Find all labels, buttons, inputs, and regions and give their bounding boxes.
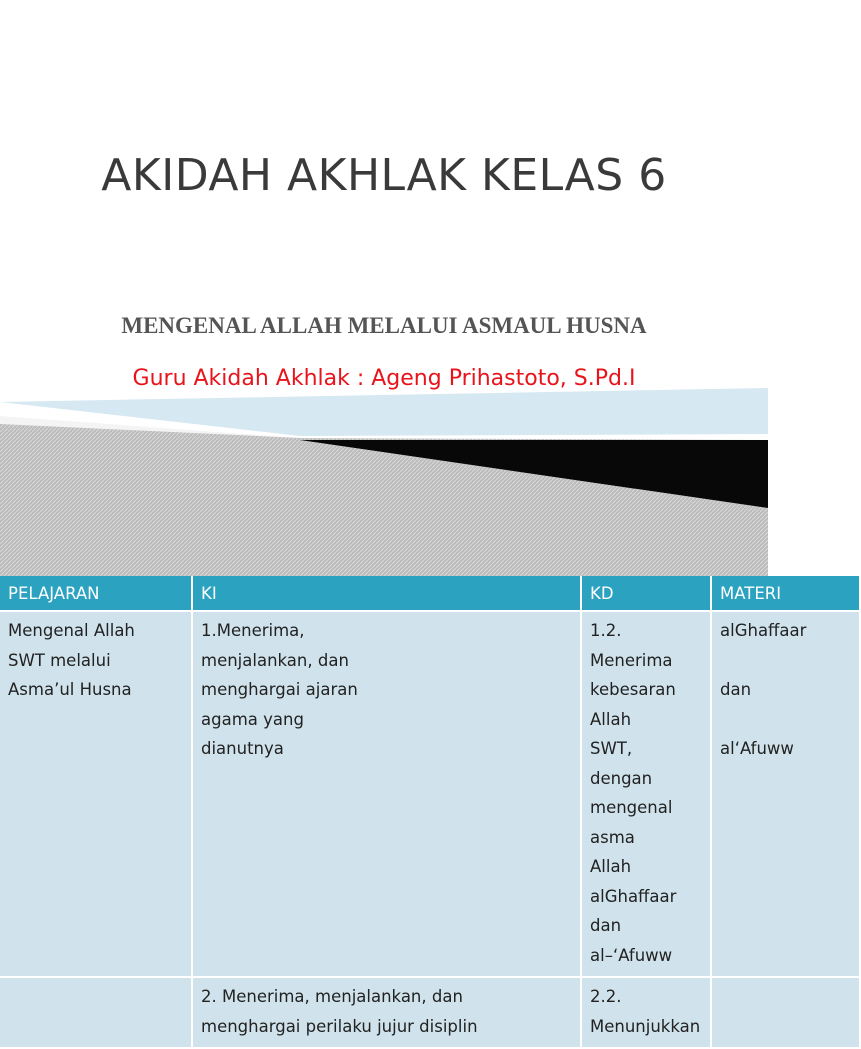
table-row (0, 611, 860, 977)
cell-pelajaran (0, 977, 192, 1048)
header-kd: KD (581, 576, 711, 611)
table-header-row (0, 576, 860, 611)
cell-materi (711, 977, 860, 1048)
teacher-name: Guru Akidah Akhlak : Ageng Prihastoto, S.Pd.I (132, 366, 636, 391)
header-pelajaran: PELAJARAN (0, 576, 192, 611)
cell-materi: alGhaffaar dan al‘Afuww (711, 611, 860, 977)
curriculum-table-container (0, 576, 807, 1036)
cell-ki: 1.Menerima, menjalankan, dan menghargai ajaran agama yang dianutnya (192, 611, 581, 977)
slide-title: AKIDAH AKHLAK KELAS 6 (101, 150, 667, 201)
cell-ki: 2. Menerima, menjalankan, dan menghargai perilaku jujur disiplin (192, 977, 581, 1048)
cell-pelajaran: Mengenal Allah SWT melalui Asma’ul Husna (0, 611, 192, 977)
header-materi: MATERI (711, 576, 860, 611)
slide-subtitle: MENGENAL ALLAH MELALUI ASMAUL HUSNA (121, 313, 647, 338)
cell-kd: 1.2. Menerima kebesaran Allah SWT, dengan mengenal asma Allah alGhaffaar dan al–‘Afuww (581, 611, 711, 977)
decorative-band (0, 380, 768, 580)
curriculum-table (0, 576, 861, 1049)
table-row (0, 977, 860, 1048)
cell-kd: 2.2. Menunjukkan (581, 977, 711, 1048)
header-ki: KI (192, 576, 581, 611)
